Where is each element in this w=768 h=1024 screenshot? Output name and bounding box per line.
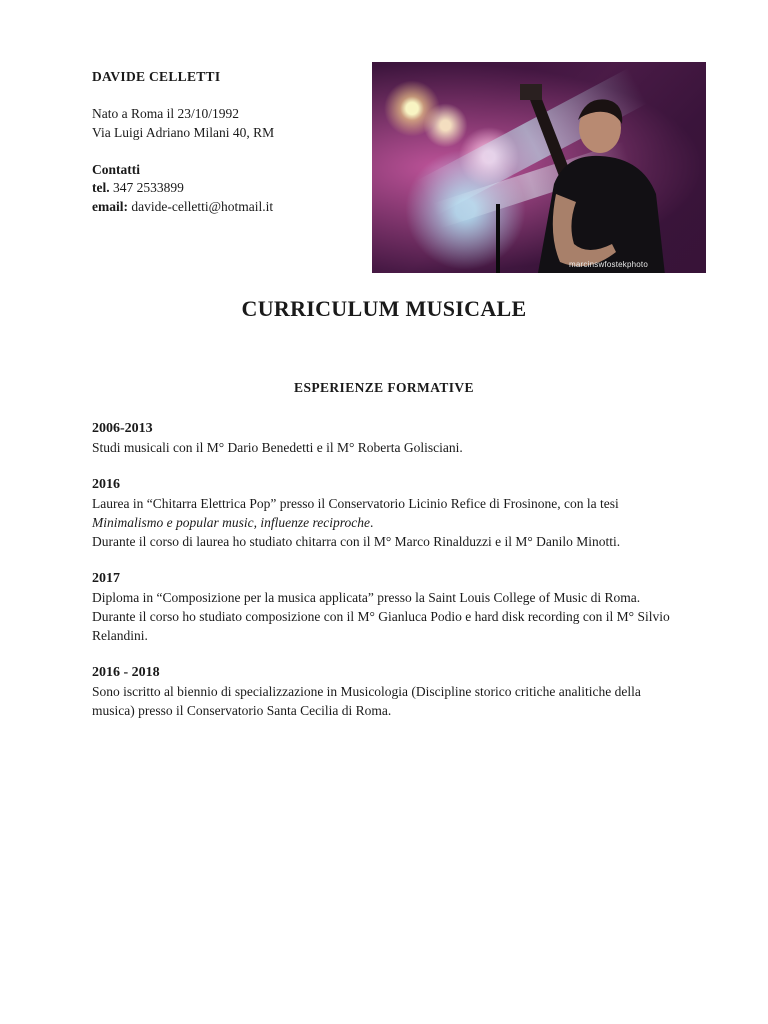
tel-label: tel. bbox=[92, 180, 110, 195]
email-label: email: bbox=[92, 198, 128, 214]
education-entry bbox=[92, 569, 682, 645]
entry-text: Sono iscritto al biennio di specializzazione in Musicologia (Discipline storico critiche analitiche della musica) presso il Conservatorio Santa Cecilia di Roma. bbox=[92, 684, 641, 718]
entry-year: 2006-2013 bbox=[92, 421, 153, 436]
entry-text: Durante il corso di laurea ho studiato chitarra con il M° Marco Rinalduzzi e il M° Danilo Minotti. bbox=[92, 534, 621, 549]
entry-text: Studi musicali con il M° Dario Benedetti e il M° Roberta Golisciani. bbox=[92, 440, 463, 455]
birth-info: Nato a Roma il 23/10/1992 bbox=[92, 106, 239, 121]
entry-text bbox=[92, 494, 682, 532]
entry-text: Durante il corso ho studiato composizione con il M° Gianluca Podio e hard disk recording con il M° Silvio Relandini. bbox=[92, 609, 670, 643]
entry-year: 2016 bbox=[92, 477, 120, 492]
photo-credit: marcinswfostekphoto bbox=[569, 260, 648, 269]
person-name: DAVIDE CELLETTI bbox=[92, 69, 221, 84]
page-title: CURRICULUM MUSICALE bbox=[241, 296, 527, 321]
email-line bbox=[92, 198, 352, 217]
address: Via Luigi Adriano Milani 40, RM bbox=[92, 124, 275, 140]
entry-text: Diploma in “Composizione per la musica applicata” presso la Saint Louis College of Music di Roma. bbox=[92, 590, 641, 605]
phone-line bbox=[92, 179, 352, 198]
contacts-heading: Contatti bbox=[92, 161, 140, 177]
email-value: davide-celletti@hotmail.it bbox=[128, 198, 274, 214]
section-title: ESPERIENZE FORMATIVE bbox=[294, 380, 474, 395]
entry-year: 2017 bbox=[92, 571, 120, 586]
education-entry bbox=[92, 419, 682, 457]
education-entry bbox=[92, 475, 682, 551]
thesis-title: Minimalismo e popular music, influenze reciproche bbox=[92, 515, 370, 530]
guitarist-photo bbox=[372, 62, 706, 273]
guitarist-silhouette bbox=[496, 84, 666, 273]
entry-text-part: . bbox=[369, 515, 374, 530]
personal-info bbox=[92, 68, 352, 216]
tel-value: 347 2533899 bbox=[109, 180, 184, 195]
entry-text-part: Laurea in “Chitarra Elettrica Pop” presso il Conservatorio Licinio Refice di Frosinone, con la tesi bbox=[92, 496, 619, 511]
education-entry bbox=[92, 663, 682, 720]
education-list bbox=[92, 419, 682, 738]
entry-year: 2016 - 2018 bbox=[92, 665, 160, 680]
